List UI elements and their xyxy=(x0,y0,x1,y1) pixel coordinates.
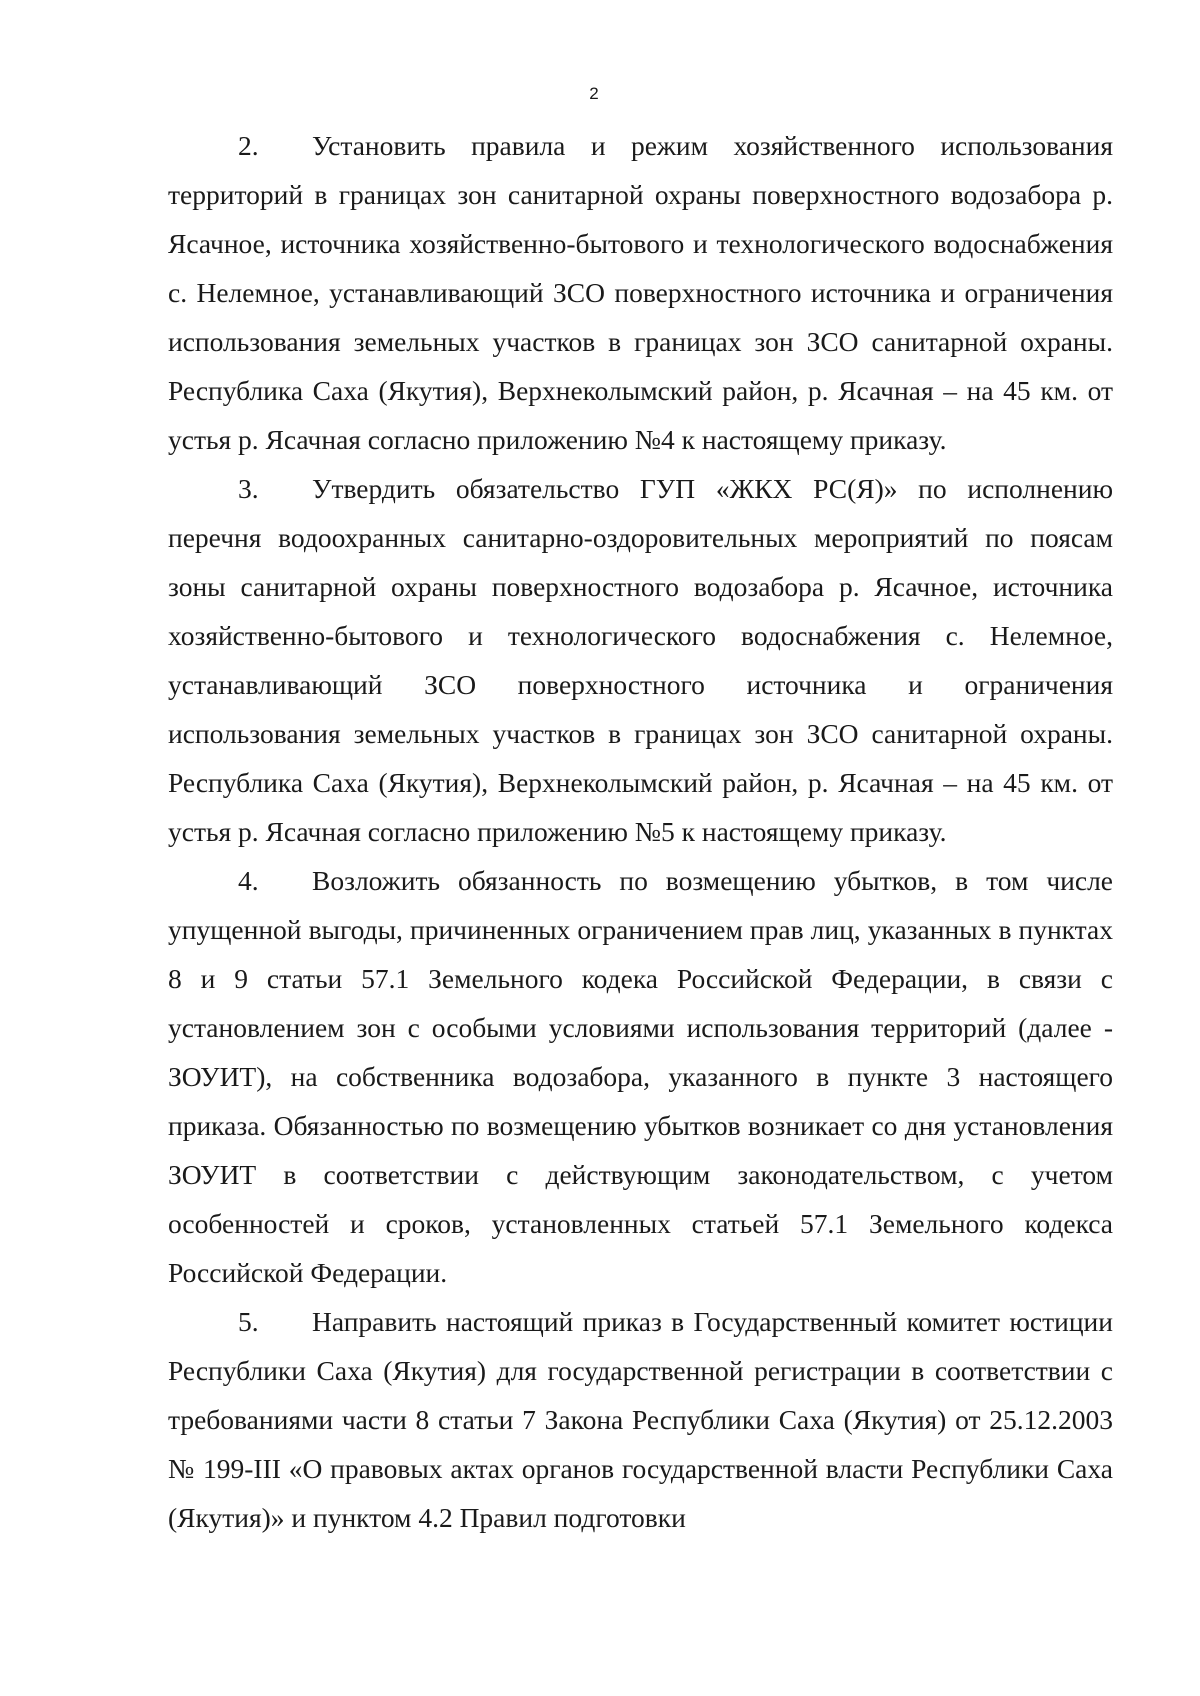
clause-text: Возложить обязанность по возмещению убытков, в том числе упущенной выгоды, причиненных ограничением прав лиц, указанных в пунктах 8 и 9 статьи 57.1 Земельного кодека Российской Федерации, в связи с установлением зон с особыми условиями использования территорий (далее - ЗОУИТ), на собственника водозабора, указанного в пункте 3 настоящего приказа. Обязанностью по возмещению убытков возникает со дня установления ЗОУИТ в соответствии с действующим законодательством, с учетом особенностей и сроков, установленных статьей 57.1 Земельного кодекса Российской Федерации. xyxy=(168,865,1113,1288)
page-number: 2 xyxy=(589,84,599,103)
clause-number: 5. xyxy=(238,1306,259,1337)
clause-4 xyxy=(168,856,1113,1297)
clause-number: 2. xyxy=(238,130,259,161)
clause-5 xyxy=(168,1297,1113,1542)
clause-text: Утвердить обязательство ГУП «ЖКХ РС(Я)» по исполнению перечня водоохранных санитарно-оздоровительных мероприятий по поясам зоны санитарной охраны поверхностного водозабора р. Ясачное, источника хозяйственно-бытового и технологического водоснабжения с. Нелемное, устанавливающий ЗСО поверхностного источника и ограничения использования земельных участков в границах зон ЗСО санитарной охраны. Республика Саха (Якутия), Верхнеколымский район, р. Ясачная – на 45 км. от устья р. Ясачная согласно приложению №5 к настоящему приказу. xyxy=(168,473,1113,847)
clause-text: Направить настоящий приказ в Государственный комитет юстиции Республики Саха (Якутия) для государственной регистрации в соответствии с требованиями части 8 статьи 7 Закона Республики Саха (Якутия) от 25.12.2003 № 199-III «О правовых актах органов государственной власти Республики Саха (Якутия)» и пунктом 4.2 Правил подготовки xyxy=(168,1306,1113,1533)
clause-number: 3. xyxy=(238,473,259,504)
clause-text: Установить правила и режим хозяйственного использования территорий в границах зон санитарной охраны поверхностного водозабора р. Ясачное, источника хозяйственно-бытового и технологического водоснабжения с. Нелемное, устанавливающий ЗСО поверхностного источника и ограничения использования земельных участков в границах зон ЗСО санитарной охраны. Республика Саха (Якутия), Верхнеколымский район, р. Ясачная – на 45 км. от устья р. Ясачная согласно приложению №4 к настоящему приказу. xyxy=(168,130,1113,455)
clause-3 xyxy=(168,464,1113,856)
clause-number: 4. xyxy=(238,865,259,896)
document-body xyxy=(168,121,1113,1542)
clause-2 xyxy=(168,121,1113,464)
